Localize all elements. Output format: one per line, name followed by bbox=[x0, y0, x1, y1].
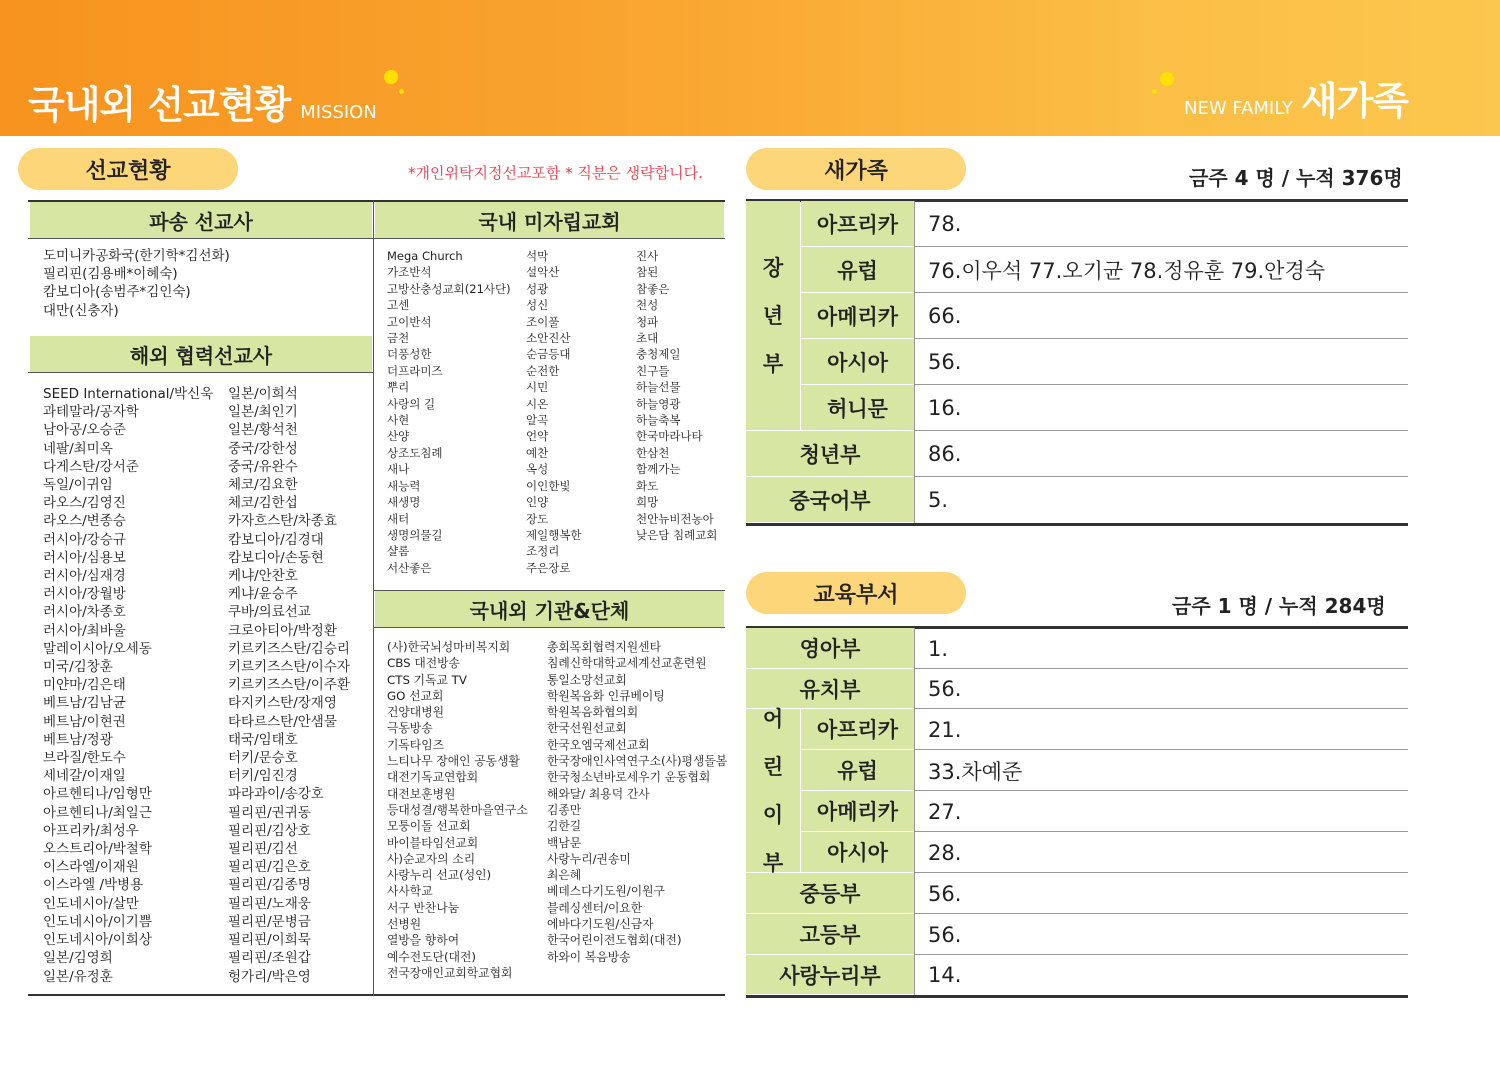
newfamily-title: 새가족 bbox=[1300, 79, 1408, 123]
row-divider bbox=[914, 708, 1408, 709]
mission-pill: 선교현황 bbox=[18, 148, 238, 190]
list-item: 더풍성한 bbox=[387, 347, 432, 362]
list-item: Mega Church bbox=[387, 249, 463, 263]
list-item: GO 선교회 bbox=[387, 688, 444, 703]
education-count: 금주 1 명 / 누적 284명 bbox=[1172, 594, 1386, 618]
list-item: 예수전도단(대전) bbox=[387, 949, 476, 964]
dot-decoration bbox=[384, 70, 398, 84]
list-item: 통일소망선교회 bbox=[547, 672, 627, 687]
list-item: 하늘영광 bbox=[636, 396, 681, 411]
list-item: 조정리 bbox=[526, 544, 560, 559]
list-item: 해와달/ 최용덕 간사 bbox=[547, 786, 650, 801]
category-cell: 아시아 bbox=[801, 339, 914, 384]
divider bbox=[373, 627, 725, 628]
category-cell: 아프리카 bbox=[801, 201, 914, 246]
list-item: 인도네시아/이희상 bbox=[43, 932, 152, 949]
newfamily-count: 금주 4 명 / 누적 376명 bbox=[1189, 166, 1403, 190]
list-item: 선병원 bbox=[387, 917, 422, 932]
group-label-char: 린 bbox=[762, 755, 784, 779]
list-item: 충청제일 bbox=[636, 347, 681, 362]
domestic-header: 국내 미자립교회 bbox=[375, 202, 724, 238]
list-item: 말레이시아/오세동 bbox=[43, 640, 152, 657]
list-item: 한국어린이전도협회(대전) bbox=[547, 933, 682, 948]
list-item: 크로아티아/박정환 bbox=[228, 622, 337, 639]
list-item: 필리핀/김종명 bbox=[228, 877, 311, 894]
list-item: 서구 반찬나눔 bbox=[387, 900, 460, 915]
list-item: 청파 bbox=[636, 314, 659, 329]
institutions-list-col2 bbox=[547, 639, 727, 965]
list-item: 등대성결/행복한마을연구소 bbox=[387, 802, 528, 817]
list-item: 기독타임즈 bbox=[387, 737, 444, 752]
row-divider bbox=[914, 954, 1408, 955]
list-item: 과테말라/공자학 bbox=[43, 404, 139, 421]
category-cell: 허니문 bbox=[801, 385, 914, 430]
list-item: 주은장로 bbox=[526, 560, 571, 575]
list-item: 순금등대 bbox=[526, 347, 571, 362]
list-item: 가조반석 bbox=[387, 265, 432, 280]
list-item: 학원복음화 인큐베이팅 bbox=[547, 688, 665, 703]
list-item: 독일/이귀임 bbox=[43, 477, 113, 494]
value-cell: 33.차예준 bbox=[928, 759, 1023, 784]
list-item: 아르헨티나/최일근 bbox=[43, 804, 152, 821]
list-item: 순전한 bbox=[526, 363, 560, 378]
list-item: 필리핀/권귀동 bbox=[228, 804, 311, 821]
list-item: 산양 bbox=[387, 429, 410, 444]
list-item: 다게스탄/강서준 bbox=[43, 458, 139, 475]
list-item: 카자흐스탄/차종효 bbox=[228, 513, 337, 530]
value-cell: 5. bbox=[928, 488, 949, 512]
value-cell: 76.이우석 77.오기균 78.정유훈 79.안경숙 bbox=[928, 259, 1326, 283]
list-item: 사)순교자의 소리 bbox=[387, 851, 476, 866]
institutions-header: 국내외 기관&단체 bbox=[375, 591, 724, 627]
list-item: 한국오엠국제선교회 bbox=[547, 737, 650, 752]
category-cell: 사랑누리부 bbox=[746, 955, 914, 994]
category-cell: 아메리카 bbox=[801, 293, 914, 338]
list-item: 새능력 bbox=[387, 478, 421, 493]
value-cell: 14. bbox=[928, 963, 962, 987]
category-cell: 중등부 bbox=[746, 873, 914, 913]
list-item: 케냐/안찬호 bbox=[228, 568, 298, 585]
list-item: 아프리카/최성우 bbox=[43, 822, 139, 839]
list-item: 키르키즈스탄/김승리 bbox=[228, 640, 350, 657]
category-cell: 영아부 bbox=[746, 628, 914, 668]
group-label bbox=[746, 244, 800, 388]
dispatched-header: 파송 선교사 bbox=[30, 202, 372, 238]
list-item: 알곡 bbox=[526, 413, 549, 428]
list-item: 새나 bbox=[387, 462, 410, 477]
list-item: 시민 bbox=[526, 380, 549, 395]
category-cell: 고등부 bbox=[746, 914, 914, 954]
list-item: 이스라엘 /박병용 bbox=[43, 877, 144, 894]
row-divider bbox=[914, 384, 1408, 385]
list-item: 설악산 bbox=[526, 265, 560, 280]
list-item: 이인한빛 bbox=[526, 478, 571, 493]
list-item: 사랑의 길 bbox=[387, 396, 436, 411]
value-cell: 21. bbox=[928, 717, 962, 742]
group-label-char: 부 bbox=[762, 851, 784, 875]
list-item: 한국청소년바로세우기 운동협회 bbox=[547, 770, 711, 785]
row-divider bbox=[914, 831, 1408, 832]
list-item: 석막 bbox=[526, 249, 549, 263]
list-item: 필리핀/노재웅 bbox=[228, 895, 311, 912]
list-item: 키르키즈스탄/이주환 bbox=[228, 677, 350, 694]
institutions-list-col1 bbox=[387, 639, 528, 981]
row-divider bbox=[914, 913, 1408, 914]
list-item: 예찬 bbox=[526, 445, 549, 460]
list-item: 성광 bbox=[526, 281, 549, 296]
header-banner bbox=[0, 0, 1500, 136]
value-cell: 86. bbox=[928, 442, 962, 466]
list-item: 하와이 복음방송 bbox=[547, 949, 631, 964]
list-item: 장도 bbox=[526, 511, 549, 526]
value-cell: 56. bbox=[928, 350, 962, 374]
list-item: 소안진산 bbox=[526, 331, 571, 346]
list-item: 친구들 bbox=[636, 363, 670, 378]
list-item: 고센 bbox=[387, 298, 410, 313]
list-item: 사랑누리 선교(성인) bbox=[387, 868, 492, 883]
value-cell: 56. bbox=[928, 677, 962, 701]
list-item: 필리핀/문병금 bbox=[228, 913, 311, 930]
value-cell: 78. bbox=[928, 212, 962, 236]
list-item: 일본/김영희 bbox=[43, 950, 113, 967]
dot-decoration bbox=[1152, 89, 1157, 94]
list-item: 한국마라나타 bbox=[636, 429, 703, 444]
list-item: 한삼천 bbox=[636, 445, 670, 460]
list-item: SEED International/박신욱 bbox=[43, 386, 214, 402]
list-item: 미국/김창훈 bbox=[43, 659, 113, 676]
list-item: 함께가는 bbox=[636, 462, 681, 477]
newfamily-subtitle: NEW FAMILY bbox=[1184, 98, 1293, 119]
list-item: 참된 bbox=[636, 265, 659, 280]
value-cell: 16. bbox=[928, 396, 962, 420]
dot-decoration bbox=[1160, 72, 1174, 86]
row-divider bbox=[914, 668, 1408, 669]
row-divider bbox=[914, 430, 1408, 431]
domestic-list-col1 bbox=[387, 248, 511, 576]
value-cell: 56. bbox=[928, 922, 962, 947]
list-item: 중국/강한성 bbox=[228, 440, 298, 457]
domestic-list-col3 bbox=[636, 248, 717, 543]
list-item: 미얀마/김은태 bbox=[43, 677, 126, 694]
category-cell: 유치부 bbox=[746, 669, 914, 708]
list-item: 천안뉴비전농아 bbox=[636, 511, 714, 526]
list-item: 헝가리/박은영 bbox=[228, 968, 311, 985]
list-item: 세네갈/이재일 bbox=[43, 768, 126, 785]
list-item: 하늘축복 bbox=[636, 413, 681, 428]
value-cell: 1. bbox=[928, 636, 949, 661]
row-divider bbox=[914, 292, 1408, 293]
list-item: 러시아/심용보 bbox=[43, 549, 126, 566]
mission-subtitle: MISSION bbox=[300, 102, 377, 123]
list-item: 체코/김요한 bbox=[228, 477, 298, 494]
column-divider bbox=[914, 628, 915, 995]
category-cell: 중국어부 bbox=[746, 477, 914, 522]
list-item: 필리핀/김선 bbox=[228, 841, 298, 858]
value-cell: 27. bbox=[928, 799, 962, 824]
list-item: 타타르스탄/안샘물 bbox=[228, 713, 337, 730]
education-pill: 교육부서 bbox=[746, 572, 966, 614]
list-item: 러시아/최바울 bbox=[43, 622, 126, 639]
list-item: 뿌리 bbox=[387, 380, 410, 395]
list-item: CBS 대전방송 bbox=[387, 656, 460, 671]
list-item: 러시아/차종호 bbox=[43, 604, 126, 621]
value-cell: 56. bbox=[928, 881, 962, 906]
list-item: 사랑누리/권송미 bbox=[547, 851, 631, 866]
list-item: 터키/문승호 bbox=[228, 750, 298, 767]
list-item: 필리핀/조원갑 bbox=[228, 950, 311, 967]
list-item: 조이풀 bbox=[526, 314, 560, 329]
dispatched-list bbox=[43, 247, 230, 320]
list-item: 대전보훈병원 bbox=[387, 786, 456, 801]
list-item: 이스라엘/이재원 bbox=[43, 859, 139, 876]
list-item: 김종만 bbox=[547, 802, 582, 817]
list-item: 남아공/오승준 bbox=[43, 422, 126, 439]
list-item: 한국선원선교회 bbox=[547, 721, 627, 736]
list-item: 인도네시아/살만 bbox=[43, 895, 139, 912]
overseas-list-col2 bbox=[228, 385, 350, 986]
list-item: 새터 bbox=[387, 511, 410, 526]
list-item: 참좋은 bbox=[636, 281, 670, 296]
row-divider bbox=[914, 476, 1408, 477]
list-item: 에바다기도원/신금자 bbox=[547, 917, 654, 932]
list-item: 일본/유정훈 bbox=[43, 968, 113, 985]
category-cell: 유럽 bbox=[801, 247, 914, 292]
group-label-char: 어 bbox=[762, 707, 784, 731]
list-item: 필리핀(김용배*이혜숙) bbox=[43, 266, 178, 283]
list-item: 오스트리아/박철학 bbox=[43, 841, 152, 858]
divider bbox=[28, 238, 373, 239]
list-item: 인도네시아/이기쁨 bbox=[43, 913, 152, 930]
list-item: 필리핀/이희묵 bbox=[228, 932, 311, 949]
list-item: 총회목회협력지원센타 bbox=[547, 640, 661, 654]
header-left-title bbox=[28, 74, 377, 129]
list-item: 라오스/변종승 bbox=[43, 513, 126, 530]
list-item: 금천 bbox=[387, 331, 410, 346]
list-item: 옥성 bbox=[526, 462, 549, 477]
list-item: 김한길 bbox=[547, 819, 582, 834]
list-item: 대만(신충자) bbox=[43, 302, 119, 319]
list-item: 전국장애인교회학교협회 bbox=[387, 965, 513, 980]
domestic-list-col2 bbox=[526, 248, 582, 576]
list-item: 느티나무 장애인 공동생활 bbox=[387, 754, 520, 769]
group-label-char: 년 bbox=[762, 304, 784, 328]
mission-title: 국내외 선교현황 bbox=[28, 83, 291, 127]
list-item: 러시아/심재경 bbox=[43, 568, 126, 585]
list-item: 일본/이희석 bbox=[228, 386, 298, 402]
group-label-char: 이 bbox=[762, 803, 784, 827]
list-item: 백남문 bbox=[547, 835, 582, 850]
newfamily-pill: 새가족 bbox=[746, 148, 966, 190]
list-item: 케냐/윤승주 bbox=[228, 586, 298, 603]
list-item: 샬롬 bbox=[387, 544, 410, 559]
list-item: 필리핀/김은호 bbox=[228, 859, 311, 876]
list-item: 고이반석 bbox=[387, 314, 432, 329]
dot-decoration bbox=[399, 89, 404, 94]
list-item: 한국장애인사역연구소(사)평생돌봄 bbox=[547, 754, 728, 769]
list-item: 도미니카공화국(한기학*김선화) bbox=[43, 248, 230, 264]
category-cell: 청년부 bbox=[746, 431, 914, 476]
list-item: 캄보디아(송범주*김인숙) bbox=[43, 284, 191, 301]
list-item: 네팔/최미옥 bbox=[43, 440, 113, 457]
list-item: 베트남/김남균 bbox=[43, 695, 126, 712]
list-item: 모퉁이돌 선교회 bbox=[387, 819, 471, 834]
table-bottom-border bbox=[746, 995, 1408, 998]
list-item: 하늘선물 bbox=[636, 380, 681, 395]
list-item: 진사 bbox=[636, 249, 659, 263]
list-item: 성신 bbox=[526, 298, 549, 313]
list-item: 체코/김한섭 bbox=[228, 495, 298, 512]
list-item: 생명의물길 bbox=[387, 527, 443, 542]
list-item: 키르키즈스탄/이수자 bbox=[228, 659, 350, 676]
group-label bbox=[746, 695, 800, 887]
list-item: 서산좋은 bbox=[387, 560, 432, 575]
list-item: 베트남/이현권 bbox=[43, 713, 126, 730]
group-label-char: 장 bbox=[762, 256, 784, 280]
list-item: 최은혜 bbox=[547, 868, 582, 883]
list-item: 바이블타임선교회 bbox=[387, 835, 479, 850]
list-item: 블레싱센터/이요한 bbox=[547, 900, 643, 915]
list-item: 태국/임태호 bbox=[228, 731, 298, 748]
list-item: 러시아/장월방 bbox=[43, 586, 126, 603]
row-divider bbox=[914, 338, 1408, 339]
list-item: 초대 bbox=[636, 331, 659, 346]
category-cell: 아프리카 bbox=[801, 709, 914, 749]
list-item: 천성 bbox=[636, 298, 659, 313]
list-item: 사현 bbox=[387, 413, 410, 428]
list-item: 언약 bbox=[526, 429, 549, 444]
value-cell: 28. bbox=[928, 840, 962, 865]
list-item: (사)한국뇌성마비복지회 bbox=[387, 640, 511, 654]
list-item: 브라질/한도수 bbox=[43, 750, 126, 767]
list-item: 고방산충성교회(21사단) bbox=[387, 281, 511, 296]
list-item: 낮은담 침례교회 bbox=[636, 527, 718, 542]
category-cell: 아시아 bbox=[801, 832, 914, 872]
divider bbox=[373, 238, 725, 239]
list-item: 열방을 향하여 bbox=[387, 933, 460, 948]
list-item: 일본/황석천 bbox=[228, 422, 298, 439]
list-item: 쿠바/의료선교 bbox=[228, 604, 311, 621]
list-item: 필리핀/김상호 bbox=[228, 822, 311, 839]
list-item: 상조도침례 bbox=[387, 445, 443, 460]
list-item: 시온 bbox=[526, 396, 549, 411]
table-bottom-border bbox=[746, 523, 1408, 526]
divider bbox=[28, 372, 373, 373]
list-item: 터키/임진경 bbox=[228, 768, 298, 785]
list-item: 더프라미즈 bbox=[387, 363, 443, 378]
list-item: 극동방송 bbox=[387, 721, 433, 736]
value-cell: 66. bbox=[928, 304, 962, 328]
list-item: 대전기독교연합회 bbox=[387, 770, 479, 785]
list-item: 사사학교 bbox=[387, 884, 433, 899]
list-item: 인양 bbox=[526, 495, 549, 510]
list-item: 캄보디아/김경대 bbox=[228, 531, 324, 548]
list-item: 희망 bbox=[636, 495, 659, 510]
list-item: 라오스/김영진 bbox=[43, 495, 126, 512]
list-item: 제일행복한 bbox=[526, 527, 582, 542]
list-item: 학원복음화협의회 bbox=[547, 705, 639, 720]
list-item: 러시아/강승규 bbox=[43, 531, 126, 548]
group-label-char: 부 bbox=[762, 352, 784, 376]
column-divider bbox=[373, 200, 374, 996]
list-item: 베트남/정광 bbox=[43, 731, 113, 748]
list-item: 일본/최인기 bbox=[228, 404, 298, 421]
category-cell: 유럽 bbox=[801, 750, 914, 790]
list-item: 침례신학대학교세계선교훈련원 bbox=[547, 656, 707, 671]
list-item: 파라과이/송강호 bbox=[228, 786, 324, 803]
list-item: 베데스다기도원/이원구 bbox=[547, 884, 665, 899]
overseas-header: 해외 협력선교사 bbox=[30, 336, 372, 372]
list-item: CTS 기독교 TV bbox=[387, 672, 467, 687]
row-divider bbox=[914, 790, 1408, 791]
list-item: 화도 bbox=[636, 478, 659, 493]
column-divider bbox=[914, 201, 915, 523]
list-item: 타지키스탄/장재영 bbox=[228, 695, 337, 712]
list-item: 중국/유완수 bbox=[228, 458, 298, 475]
list-item: 새생명 bbox=[387, 495, 421, 510]
list-item: 건양대병원 bbox=[387, 705, 444, 720]
row-divider bbox=[914, 872, 1408, 873]
header-right-title bbox=[1184, 70, 1408, 125]
overseas-list-col1 bbox=[43, 385, 213, 986]
list-item: 캄보디아/손동현 bbox=[228, 549, 324, 566]
category-cell: 아메리카 bbox=[801, 791, 914, 831]
mission-note: *개인위탁지정선교포함 * 직분은 생략합니다. bbox=[408, 164, 703, 182]
list-item: 아르헨티나/임형만 bbox=[43, 786, 152, 803]
